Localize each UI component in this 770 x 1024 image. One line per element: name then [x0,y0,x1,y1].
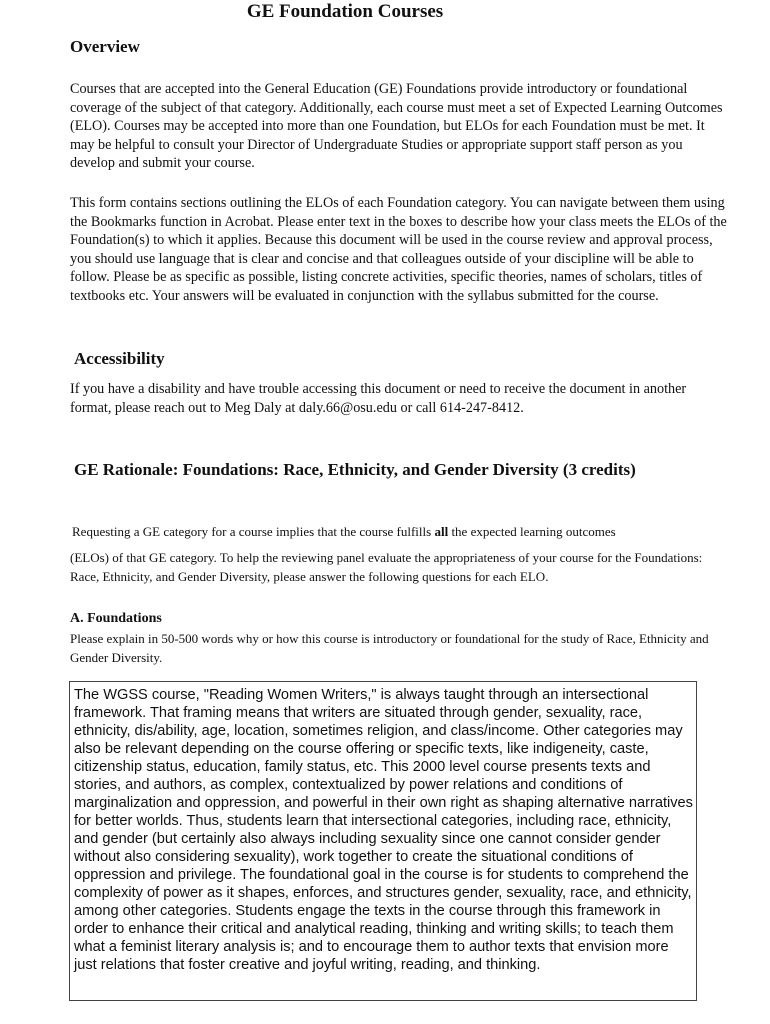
accessibility-heading: Accessibility [74,349,165,368]
rationale-intro-line2: (ELOs) of that GE category. To help the reviewing panel evaluate the appropriateness of your course for the Foundations: Race, Ethnicity, and Gender Diversity, please answer the following questions for each ELO. [70,550,703,584]
accessibility-paragraph: If you have a disability and have trouble accessing this document or need to receive the document in another format, please reach out to Meg Daly at daly.66@osu.edu or call 614-247-8412. [70,381,687,416]
foundations-prompt: Please explain in 50-500 words why or how this course is introductory or foundational for the study of Race, Ethnicity and Gender Diversity. [70,631,709,665]
overview-heading: Overview [70,37,140,56]
rationale-intro-line1 [72,523,732,540]
foundations-answer-field[interactable]: The WGSS course, "Reading Women Writers," is always taught through an intersectional framework. That framing means that writers are situated through gender, sexuality, race, ethnicity, dis/ability, age, location, sometimes religion, and class/income. Other categories may also be relevant depending on the course offering or specific texts, like indigeneity, caste, citizenship status, education, family status, etc. This 2000 level course presents texts and stories, and authors, as complex, contextualized by power relations and conditions of marginalization and oppression, and powerful in their own right as shaping alternative narratives for better worlds. Thus, students learn that intersectional categories, including race, ethnicity, and gender (but certainly also always including sexuality since one cannot consider gender without also considering sexuality), work together to create the situational conditions of oppression and privilege. The foundational goal in the course is for students to comprehend the complexity of power as it shapes, enforces, and structures gender, sexuality, race, and ethnicity, among other categories. Students engage the texts in the course through this framework in order to enhance their critical and analytical reading, thinking and writing skills; to teach them what a feminist literary analysis is; and to encourage them to author texts that envision more just relations that foster creative and joyful writing, reading, and thinking. [69,681,697,1001]
foundations-heading: A. Foundations [70,611,162,626]
rationale-heading: GE Rationale: Foundations: Race, Ethnicity, and Gender Diversity (3 credits) [74,460,636,479]
rationale-intro-before: Requesting a GE category for a course implies that the course fulfills [72,524,435,539]
overview-paragraph-2: This form contains sections outlining the ELOs of each Foundation category. You can navigate between them using the Bookmarks function in Acrobat. Please enter text in the boxes to describe how your class meets the ELOs of the Foundation(s) to which it applies. Because this document will be used in the course review and approval process, you should use language that is clear and concise and that colleagues outside of your discipline will be able to follow. Please be as specific as possible, listing concrete activities, specific theories, names of scholars, titles of textbooks etc. Your answers will be evaluated in conjunction with the syllabus submitted for the course. [70,195,727,304]
rationale-intro-bold: all [434,524,449,539]
page-title: GE Foundation Courses [246,1,444,22]
overview-paragraph-1: Courses that are accepted into the General Education (GE) Foundations provide introductory or foundational coverage of the subject of that category. Additionally, each course must meet a set of Expected Learning Outcomes (ELO). Courses may be accepted into more than one Foundation, but ELOs for each Foundation must be met. It may be helpful to consult your Director of Undergraduate Studies or appropriate support staff person as you develop and submit your course. [70,81,723,171]
rationale-intro-after: the expected learning outcomes [448,524,616,539]
